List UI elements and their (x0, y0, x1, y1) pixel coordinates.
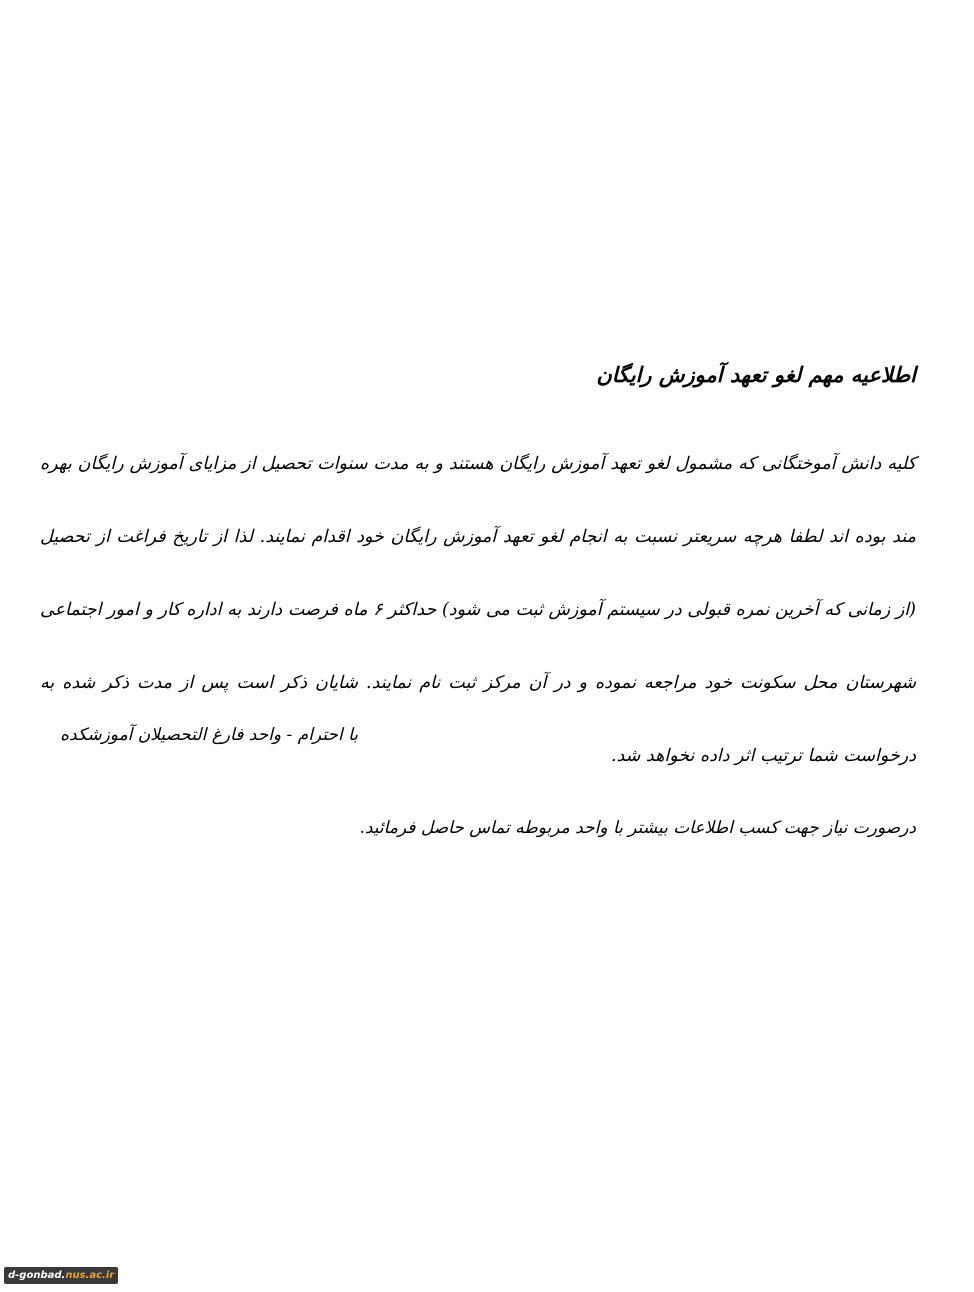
announcement-body: کلیه دانش آموختگانی که مشمول لغو تعهد آموزش رایگان هستند و به مدت سنوات تحصیل از مزایای آموزش رایگان بهره مند بوده اند لطفا هرچه سریعتر نسبت به انجام لغو تعهد آموزش رایگان خود اقدام نمایند. لذا از تاریخ فراغت از تحصیل (از زمانی که آخرین نمره قبولی در سیستم آموزش ثبت می شود) حداکثر ۶ ماه فرصت دارند به اداره کار و امور اجتماعی شهرستان محل سکونت خود مراجعه نموده و در آن مرکز ثبت نام نمایند. شایان ذکر است پس از مدت ذکر شده به درخواست شما ترتیب اثر داده نخواهد شد. (40, 454, 916, 766)
watermark-domain-part: d-gonbad. (8, 1270, 66, 1281)
site-watermark (4, 1267, 118, 1284)
contact-note: درصورت نیاز جهت کسب اطلاعات بیشتر با واحد مربوطه تماس حاصل فرمائید. (359, 818, 916, 838)
announcement-title: اطلاعیه مهم لغو تعهد آموزش رایگان (596, 362, 916, 387)
watermark-tld-part: nus.ac.ir (65, 1270, 115, 1281)
regards-signature: با احترام - واحد فارغ التحصیلان آموزشکده (60, 725, 358, 745)
